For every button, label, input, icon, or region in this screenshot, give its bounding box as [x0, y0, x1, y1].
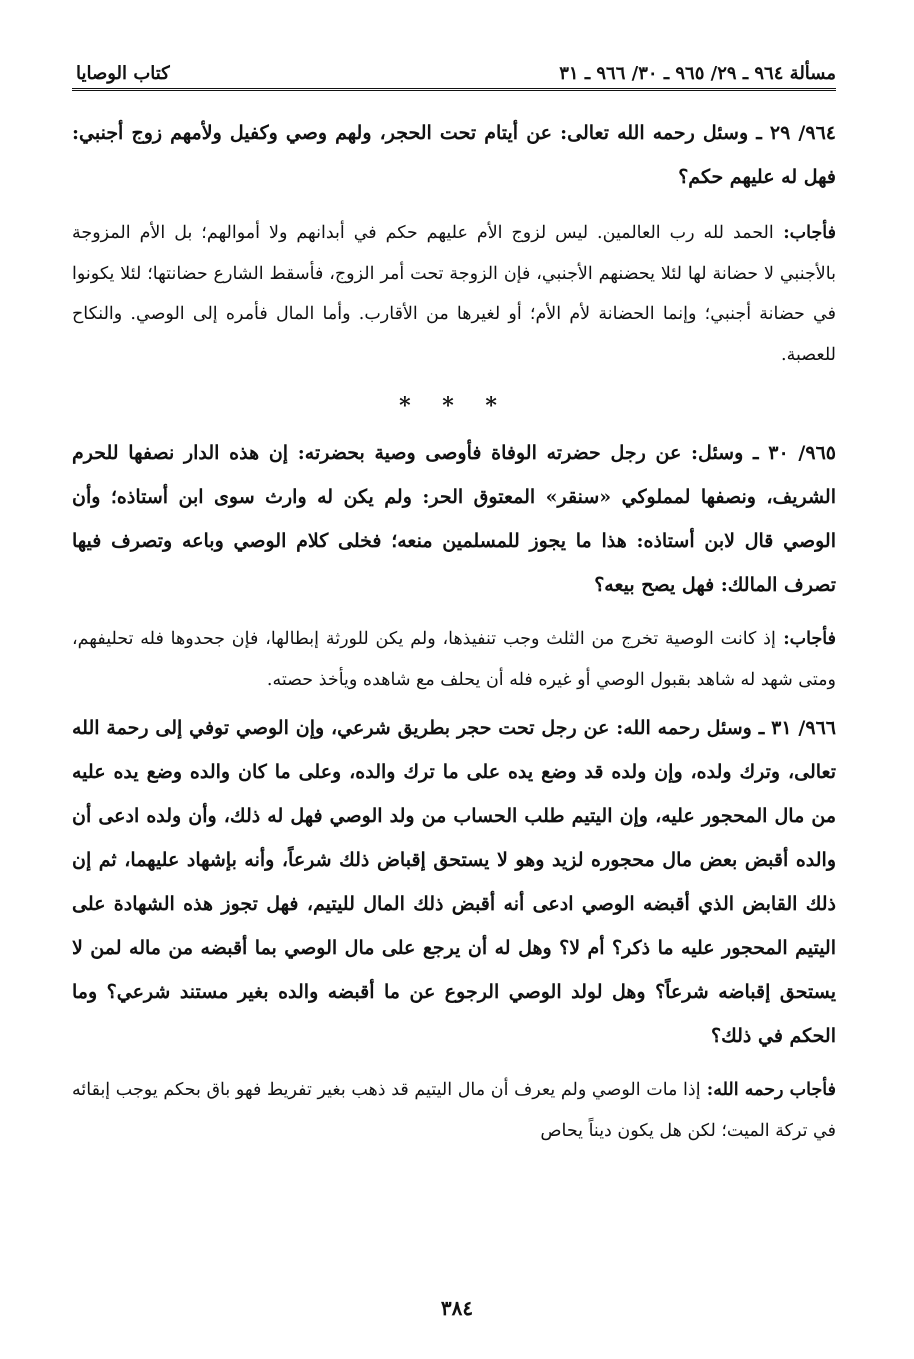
question-lead: ـ وسئل رحمه الله: — [609, 717, 772, 739]
answer-965 — [72, 619, 836, 700]
answer-label: فأجاب: — [773, 223, 837, 243]
question-lead: ـ وسئل رحمه الله تعالى: — [552, 122, 770, 144]
section-divider: * * * — [399, 393, 509, 419]
question-text: عن رجل حضرته الوفاة فأوصى وصية بحضرته: إن هذه الدار نصفها للحرم الشريف، ونصفها لمملوكي «سنقر» المعتوق الحر: ولم يكن له وارث سوى ابن أستاذه؛ وأن الوصي قال لابن أستاذه: هذا ما يجوز للمسلمين منعه؛ فخلى كلام الوصي وباعه وتصرف فيها تصرف المالك: فهل يصح بيعه؟ — [72, 442, 836, 596]
answer-text: الحمد لله رب العالمين. ليس لزوج الأم عليهم حكم في أبدانهم ولا أموالهم؛ بل الأم المزوجة بالأجنبي لا حضانة لها لئلا يحضنهم الأجنبي، فإن الزوجة تحت أمر الزوج، فأسقط الشارع حضانتها؛ لئلا يكونوا في حضانة أجنبي؛ وإنما الحضانة لأم الأم؛ أو لغيرها من الأقارب. وأما المال فأمره إلى الوصي. والنكاح للعصبة. — [72, 223, 836, 365]
answer-964 — [72, 213, 836, 375]
answer-label: فأجاب رحمه الله: — [700, 1080, 836, 1100]
answer-text: إذ كانت الوصية تخرج من الثلث وجب تنفيذها، ولم يكن للورثة إبطالها، فإن جحدوها فله تحليفهم، ومتى شهد له شاهد بقبول الوصي أو غيره فله أن يحلف مع شاهده ويأخذ حصته. — [72, 629, 836, 690]
question-text: عن رجل تحت حجر بطريق شرعي، وإن الوصي توفي إلى رحمة الله تعالى، وترك ولده، وإن ولده قد وضع يده على ما ترك والده، وعلى ما كان والده وضع يده عليه من مال المحجور عليه، وإن اليتيم طلب الحساب من ولد الوصي فهل له ذلك، وأن ولده ادعى أن والده أقبض بعض مال محجوره لزيد وهو لا يستحق إقباض ذلك شرعاً، وأنه بإشهاد عليهما، ثم إن ذلك القابض الذي أقبضه الوصي ادعى أنه أقبض ذلك المال لليتيم، فهل تجوز هذه الشهادة على اليتيم المحجور عليه ما ذكر؟ أم لا؟ وهل له أن يرجع على مال الوصي بما أقبضه من ماله لمن لا يستحق إقباضه شرعاً؟ وهل لولد الوصي الرجوع عن ما أقبضه والده بغير مستند شرعي؟ وما الحكم في ذلك؟ — [72, 717, 836, 1047]
answer-text: إذا مات الوصي ولم يعرف أن مال اليتيم قد ذهب بغير تفريط فهو باق بحكم يوجب إبقائه في تركة الميت؛ لكن هل يكون ديناً يحاص — [72, 1080, 836, 1141]
question-lead: ـ وسئل: — [681, 442, 769, 464]
answer-966 — [72, 1070, 836, 1151]
issue-number: ٩٦٦/ ٣١ — [771, 717, 836, 739]
answer-label: فأجاب: — [775, 629, 836, 649]
question-965 — [72, 431, 836, 607]
question-966 — [72, 706, 836, 1058]
book-title: كتاب الوصايا — [76, 63, 170, 84]
question-text: عن أيتام تحت الحجر، ولهم وصي وكفيل ولأمهم زوج أجنبي: فهل له عليهم حكم؟ — [72, 122, 836, 188]
issues-range: مسألة ٩٦٤ ـ ٢٩/ ٩٦٥ ـ ٣٠/ ٩٦٦ ـ ٣١ — [559, 63, 836, 84]
page-number: ٣٨٤ — [440, 1296, 474, 1320]
running-header — [72, 50, 836, 91]
issue-number: ٩٦٥/ ٣٠ — [768, 442, 836, 464]
issue-number: ٩٦٤/ ٢٩ — [769, 122, 836, 144]
question-964 — [72, 111, 836, 199]
